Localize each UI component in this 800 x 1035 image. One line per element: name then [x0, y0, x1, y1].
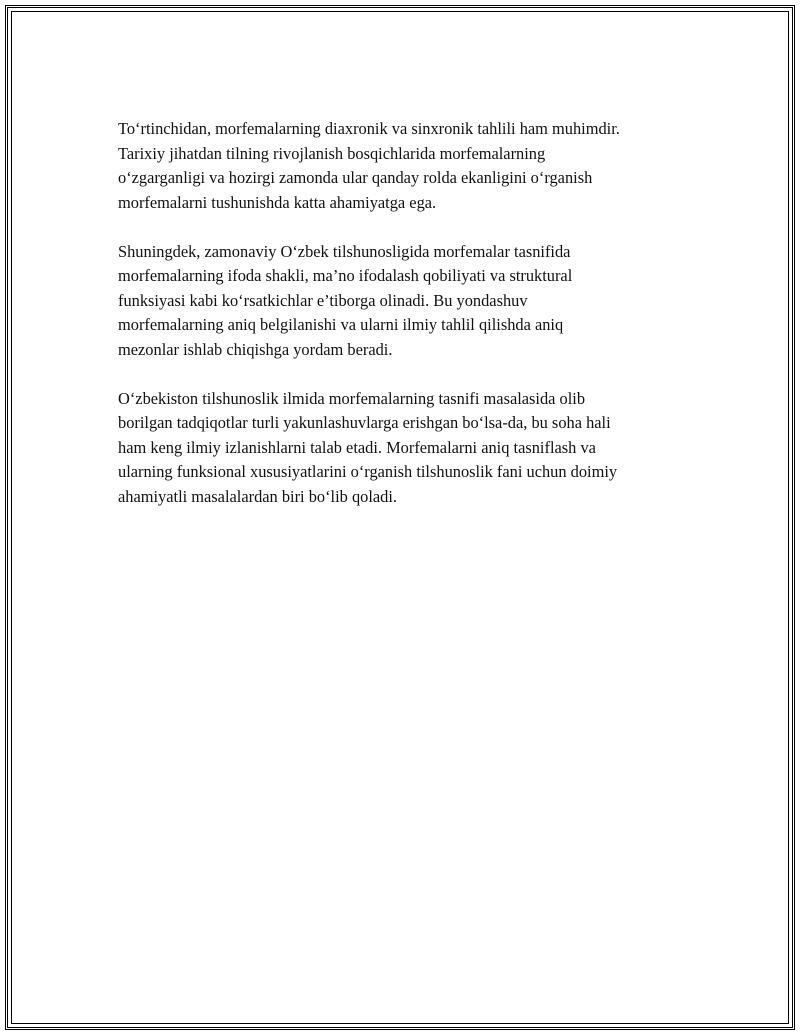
paragraph-3: [118, 387, 698, 510]
text-line: o‘zgarganligi va hozirgi zamonda ular qanday rolda ekanligini o‘rganish: [118, 168, 593, 187]
text-line: O‘zbekiston tilshunoslik ilmida morfemalarning tasnifi masalasida olib: [118, 388, 586, 408]
text-line: mezonlar ishlab chiqishga yordam beradi.: [118, 339, 393, 359]
text-line: morfemalarni tushunishda katta ahamiyatga ega.: [118, 192, 437, 212]
text-line: ham keng ilmiy izlanishlarni talab etadi. Morfemalarni aniq tasniflash va: [118, 437, 596, 457]
paragraph-2: [118, 240, 698, 363]
text-line: borilgan tadqiqotlar turli yakunlashuvlarga erishgan bo‘lsa-da, bu soha hali: [118, 413, 611, 432]
text-line: morfemalarning aniq belgilanishi va ularni ilmiy tahlil qilishda aniq: [118, 315, 564, 334]
text-line: Tarixiy jihatdan tilning rivojlanish bosqichlarida morfemalarning: [118, 143, 546, 163]
text-line: morfemalarning ifoda shakli, ma’no ifodalash qobiliyati va struktural: [118, 266, 573, 285]
paragraph-1: [118, 117, 698, 215]
text-line: ularning funksional xususiyatlarini o‘rganish tilshunoslik fani uchun doimiy: [118, 462, 618, 481]
document-body: [118, 117, 698, 534]
text-line: Shuningdek, zamonaviy O‘zbek tilshunosligida morfemalar tasnifida: [118, 241, 571, 261]
text-line: ahamiyatli masalalardan biri bo‘lib qoladi.: [118, 486, 398, 506]
text-line: funksiyasi kabi ko‘rsatkichlar e’tiborga olinadi. Bu yondashuv: [118, 290, 528, 310]
text-line: To‘rtinchidan, morfemalarning diaxronik va sinxronik tahlili ham muhimdir.: [118, 119, 620, 138]
